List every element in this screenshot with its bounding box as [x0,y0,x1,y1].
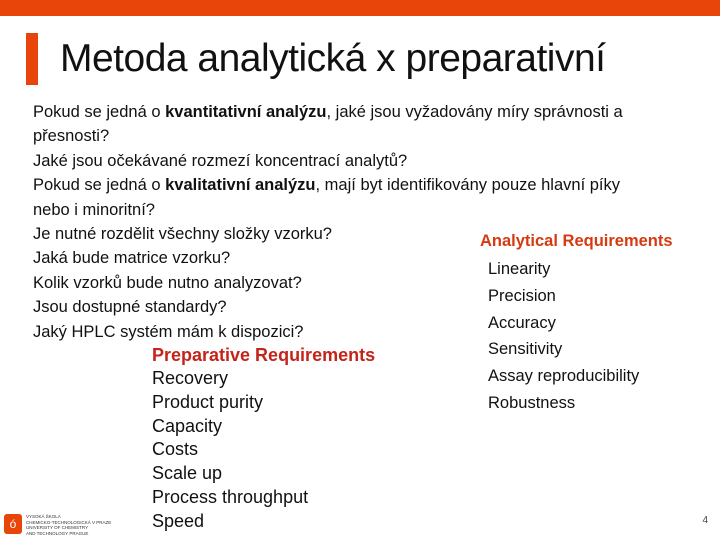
intro-line: Pokud se jedná o kvalitativní analýzu, mají byt identifikovány pouze hlavní píky [33,176,621,195]
analytical-list [480,256,673,417]
list-item: Linearity [488,260,551,278]
preparative-heading: Preparative Requirements [152,345,376,365]
list-item: Recovery [152,368,229,388]
intro-line: Jaký HPLC systém mám k dispozici? [33,322,304,341]
list-item: Speed [152,510,205,531]
list-item: Assay reproducibility [488,367,640,386]
intro-line: Jaké jsou očekávané rozmezí koncentrací analytů? [33,151,408,170]
intro-line: Pokud se jedná o kvantitativní analýzu, jaké jsou vyžadovány míry správnosti a [33,103,623,121]
title-accent-bar [26,33,38,85]
intro-line: Je nutné rozdělit všechny složky vzorku? [33,224,332,243]
list-item: Scale up [152,463,223,484]
intro-line: nebo i minoritní? [33,200,155,219]
list-item: Accuracy [488,313,556,332]
analytical-heading: Analytical Requirements [480,232,673,250]
list-item: Capacity [152,415,223,436]
list-item: Precision [488,286,556,305]
top-accent-bar [0,0,720,16]
intro-line: Kolik vzorků bude nutno analyzovat? [33,273,302,292]
university-logo [4,512,134,536]
slide-title: Metoda analytická x preparativní [60,37,606,80]
list-item: Costs [152,439,199,460]
analytical-requirements [480,229,673,417]
list-item: Product purity [152,391,264,412]
intro-line: Jsou dostupné standardy? [33,298,227,317]
list-item: Sensitivity [488,340,563,359]
intro-line: přesnosti? [33,127,110,146]
preparative-requirements [152,343,375,534]
logo-text: VYSOKÁ ŠKOLA CHEMICKO-TECHNOLOGICKÁ V PRAZE UNIVERSITY OF CHEMISTRY AND TECHNOLOGY PRAGUE [26,514,112,536]
list-item: Process throughput [152,486,309,507]
list-item: Robustness [488,393,576,412]
intro-line: Jaká bude matrice vzorku? [33,249,231,268]
page-number: 4 [702,515,708,526]
logo-icon: ó [4,514,22,534]
